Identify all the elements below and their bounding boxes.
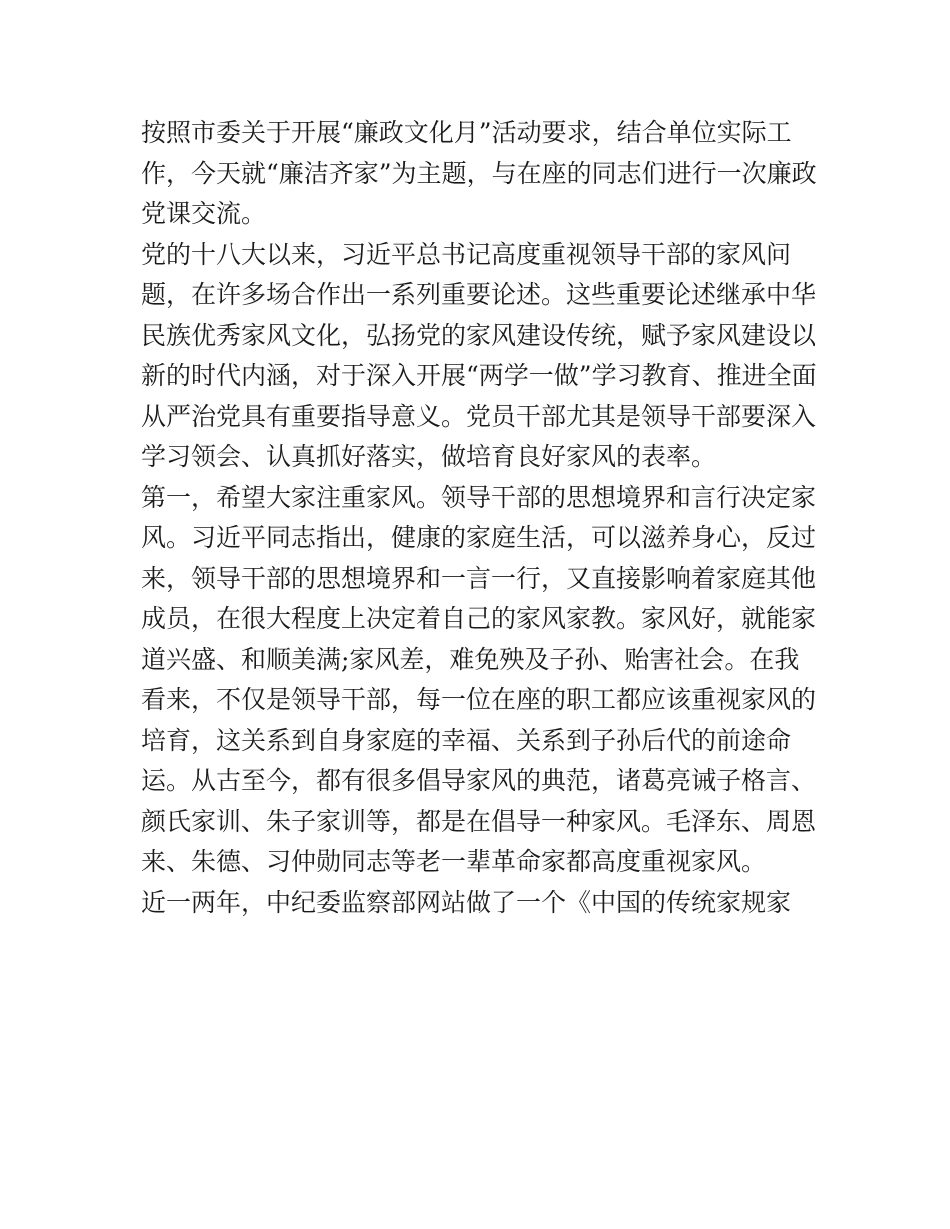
text-line: 新的时代内涵，对于深入开展“两学一做”学习教育、推进全面 — [141, 361, 817, 390]
text-line: 第一，希望大家注重家风。领导干部的思想境界和言行决定家 — [141, 482, 817, 512]
text-line: 来，领导干部的思想境界和一言一行，又直接影响着家庭其他 — [141, 563, 817, 593]
text-line: 风。习近平同志指出，健康的家庭生活，可以滋养身心，反过 — [141, 523, 817, 552]
document-body — [141, 113, 821, 923]
text-line: 从严治党具有重要指导意义。党员干部尤其是领导干部要深入 — [141, 401, 817, 431]
text-line: 颜氏家训、朱子家训等，都是在倡导一种家风。毛泽东、周恩 — [141, 806, 817, 836]
text-line: 学习领会、认真抓好落实，做培育良好家风的表率。 — [141, 442, 717, 471]
text-line: 党的十八大以来，习近平总书记高度重视领导干部的家风问 — [141, 239, 792, 269]
text-line: 按照市委关于开展“廉政文化月”活动要求，结合单位实际工 — [141, 118, 792, 147]
text-line: 运。从古至今，都有很多倡导家风的典范，诸葛亮诫子格言、 — [141, 766, 817, 795]
text-line: 党课交流。 — [141, 199, 267, 228]
text-line: 民族优秀家风文化，弘扬党的家风建设传统，赋予家风建设以 — [141, 320, 817, 350]
text-line: 看来，不仅是领导干部，每一位在座的职工都应该重视家风的 — [141, 685, 817, 714]
text-line: 成员，在很大程度上决定着自己的家风家教。家风好，就能家 — [141, 604, 817, 633]
text-line: 培育，这关系到自身家庭的幸福、关系到子孙后代的前途命 — [141, 725, 792, 755]
text-line: 道兴盛、和顺美满;家风差，难免殃及子孙、贻害社会。在我 — [141, 644, 800, 674]
text-line: 作，今天就“廉洁齐家”为主题，与在座的同志们进行一次廉政 — [141, 158, 817, 188]
text-line: 来、朱德、习仲勋同志等老一辈革命家都高度重视家风。 — [141, 847, 767, 876]
text-line: 近一两年，中纪委监察部网站做了一个《中国的传统家规家 — [141, 887, 792, 917]
text-line: 题，在许多场合作出一系列重要论述。这些重要论述继承中华 — [141, 280, 817, 309]
